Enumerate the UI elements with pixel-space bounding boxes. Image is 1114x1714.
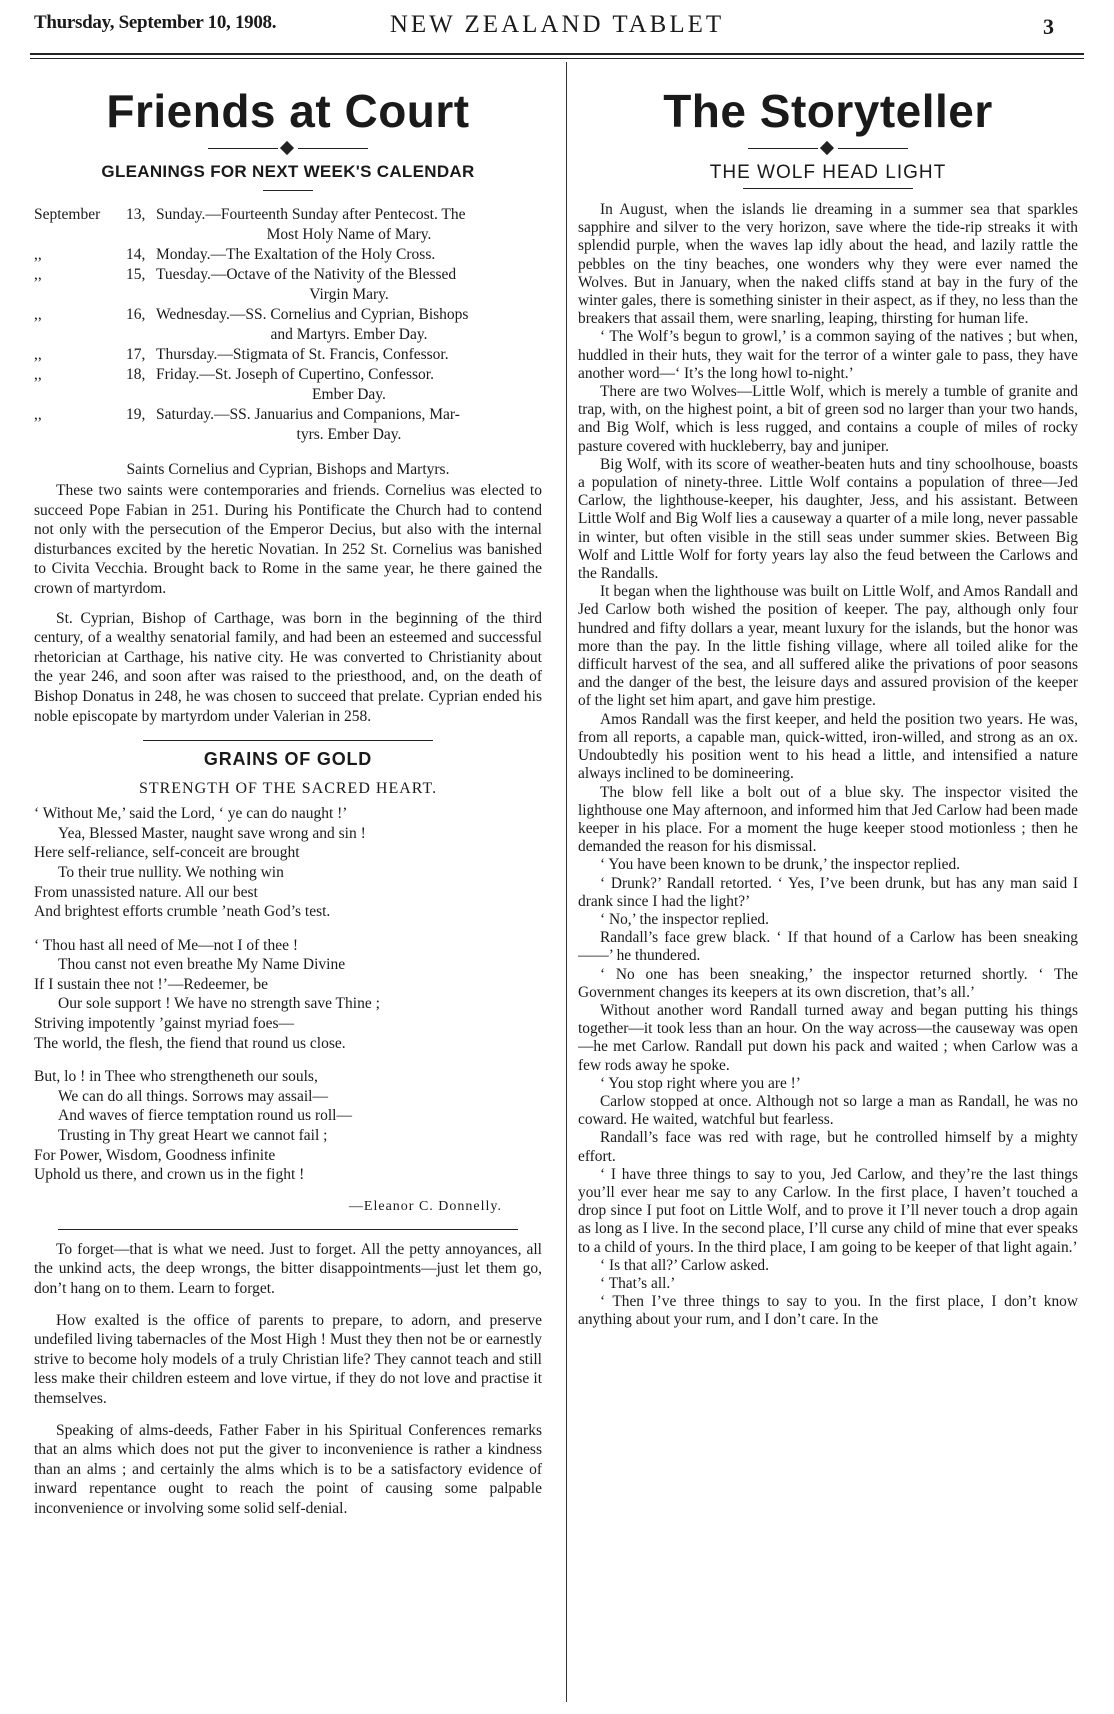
calendar-month: ,, xyxy=(34,406,42,423)
calendar-text-main: Friday.—St. Joseph of Cupertino, Confessor. xyxy=(156,366,434,383)
poem xyxy=(34,804,542,1185)
calendar-month: ,, xyxy=(34,346,42,363)
poem-line: To their true nullity. We nothing win xyxy=(58,863,284,881)
calendar-text xyxy=(152,405,542,445)
poem-stanza xyxy=(34,936,542,1054)
poem-line: Uphold us there, and crown us in the fight ! xyxy=(34,1166,305,1184)
calendar-entry xyxy=(34,205,542,245)
paragraph: ‘ No one has been sneaking,’ the inspector returned shortly. ‘ The Government changes its keepers at its own discretion, that’s all.’ xyxy=(578,965,1078,1001)
ornament-divider xyxy=(748,142,908,156)
ornament-divider xyxy=(208,142,368,156)
section-rule-thin xyxy=(58,1229,518,1230)
paragraph: Speaking of alms-deeds, Father Faber in his Spiritual Conferences remarks that an alms which does not put the giver to inconvenience is rather a kindness than an alms ; and certainly the alms which is to be a satisfactory evidence of inward repentance ought to reach the point of causing some palpable inconvenience or involving some solid self-denial. xyxy=(34,1421,542,1517)
calendar-text xyxy=(152,345,542,365)
saints-title: Saints Cornelius and Cyprian, Bishops and Martyrs. xyxy=(126,461,450,478)
poem-line: And brightest efforts crumble ’neath God’s test. xyxy=(34,903,331,921)
calendar-text-cont: and Martyrs. Ember Day. xyxy=(270,326,428,343)
paragraph: ‘ Then I’ve three things to say to you. In the first place, I don’t know anything about your rum, and I don’t care. In the xyxy=(578,1293,1078,1329)
paragraph: ‘ You have been known to be drunk,’ the inspector replied. xyxy=(600,856,961,874)
calendar-text xyxy=(152,265,542,305)
issue-date: Thursday, September 10, 1908. xyxy=(34,12,277,33)
calendar-text-cont: Most Holy Name of Mary. xyxy=(266,226,432,243)
short-rule xyxy=(263,190,313,191)
calendar-entry xyxy=(34,345,542,365)
poem-title: STRENGTH OF THE SACRED HEART. xyxy=(138,780,438,798)
paragraph: There are two Wolves—Little Wolf, which is merely a tumble of granite and trap, with, on the highest point, a bit of green sod no larger than your two hands, and Big Wolf, which is less rugged, and contains a couple of miles of rocky pasture covered with huckleberry, bay and juniper. xyxy=(578,383,1078,455)
poem-line: And waves of fierce temptation round us roll— xyxy=(58,1107,352,1125)
calendar-entry xyxy=(34,305,542,345)
masthead-rule xyxy=(30,53,1084,55)
calendar-month: ,, xyxy=(34,306,42,323)
section-heading-storyteller: The Storyteller xyxy=(663,85,993,137)
paragraph: St. Cyprian, Bishop of Carthage, was born in the beginning of the third century, of a wealthy senatorial family, and had been an esteemed and successful rhetorician at Carthage, his native city. He was converted to Christianity about the year 246, and soon after was raised to the priesthood, and, on the death of Bishop Donatus in 248, he was chosen to succeed that prelate. Cyprian ended his noble episcopate by martyrdom under Valerian in 258. xyxy=(34,609,542,725)
calendar-text xyxy=(152,205,542,245)
paragraph: In August, when the islands lie dreaming in a summer sea that sparkles sapphire and silver to the very horizon, save where the tide-rip streaks it with splendid purple, when the waves lap idly about the head, and lazily rattle the pebbles on the tiny beaches, one wonders why they were ever named the Wolves. But in January, when the naked cliffs stand at bay in the fury of the winter gales, there is something sinister in their aspect, as if they, no less than the breakers that assail them, were snarling, leaping, thirsting for human life. xyxy=(578,201,1078,328)
calendar-month: ,, xyxy=(34,366,42,383)
grains-article xyxy=(34,1240,542,1519)
calendar-month: September xyxy=(34,206,101,223)
paragraph: ‘ That’s all.’ xyxy=(600,1274,676,1292)
calendar-text-cont: tyrs. Ember Day. xyxy=(296,426,402,443)
paragraph: These two saints were contemporaries and friends. Cornelius was elected to succeed Pope Fabian in 251. During his Pontificate the Church had to contend not only with the persecution of the Emperor Decius, but also with the internal disturbances excited by the heretic Novatian. In 252 St. Cornelius was banished to Civita Vecchia. Brought back to Rome in the same year, he there gained the crown of martyrdom. xyxy=(34,482,542,597)
poem-stanza xyxy=(34,804,542,922)
poem-line: But, lo ! in Thee who strengtheneth our souls, xyxy=(34,1068,318,1086)
poem-line: Thou canst not even breathe My Name Divine xyxy=(58,956,346,974)
calendar-list xyxy=(34,205,542,445)
poem-line: ‘ Thou hast all need of Me—not I of thee ! xyxy=(34,936,298,954)
paragraph: It began when the lighthouse was built on Little Wolf, and Amos Randall and Jed Carlow both wished the position of keeper. The pay, although only four hundred and fifty dollars a year, meant luxury for the islands, but the honor was more than the pay. In the little fishing village, where all toiled alike for the difficult harvest of the sea, and all suffered alike the privations of poor seasons and the danger of the best, the leisure days and assured provision of the keeper of the light set him apart, and gave him prestige. xyxy=(578,583,1078,710)
section-heading-grains-of-gold: GRAINS OF GOLD xyxy=(203,749,373,770)
calendar-day: 18, xyxy=(126,366,146,383)
right-column xyxy=(578,66,1078,1330)
poem-stanza xyxy=(34,1067,542,1185)
calendar-entry xyxy=(34,405,542,445)
poem-line: Yea, Blessed Master, naught save wrong and sin ! xyxy=(58,824,366,842)
poem-line: Trusting in Thy great Heart we cannot fail ; xyxy=(58,1127,328,1145)
calendar-day: 13, xyxy=(126,206,146,223)
section-heading-friends-at-court: Friends at Court xyxy=(106,85,470,137)
calendar-text-main: Tuesday.—Octave of the Nativity of the Blessed xyxy=(156,266,457,283)
calendar-entry xyxy=(34,265,542,305)
poem-line: If I sustain thee not !’—Redeemer, be xyxy=(34,975,268,993)
calendar-day: 17, xyxy=(126,346,146,363)
calendar-text-main: Sunday.—Fourteenth Sunday after Pentecost. The xyxy=(156,206,466,223)
masthead xyxy=(30,6,1084,46)
calendar-day: 19, xyxy=(126,406,146,423)
paragraph: Randall’s face was red with rage, but he controlled himself by a mighty effort. xyxy=(578,1129,1078,1165)
poem-line: Here self-reliance, self-conceit are brought xyxy=(34,844,300,862)
calendar-month: ,, xyxy=(34,266,42,283)
calendar-day: 15, xyxy=(126,266,146,283)
calendar-month: ,, xyxy=(34,246,42,263)
paragraph: Without another word Randall turned away and began putting his things together—it took less than an hour. On the way across—the causeway was open—he met Carlow. Randall put down his pack and waited ; when Carlow was a few rods away he spoke. xyxy=(578,1001,1078,1074)
section-rule xyxy=(143,740,433,741)
calendar-text-cont: Virgin Mary. xyxy=(309,286,389,303)
calendar-text-cont: Ember Day. xyxy=(312,386,386,403)
calendar-text-main: Wednesday.—SS. Cornelius and Cyprian, Bishops xyxy=(156,306,469,323)
column-divider xyxy=(566,62,567,1702)
poem-line: From unassisted nature. All our best xyxy=(34,883,258,901)
paragraph: ‘ Is that all?’ Carlow asked. xyxy=(600,1256,769,1274)
poem-line: The world, the flesh, the fiend that round us close. xyxy=(34,1034,346,1052)
paragraph: How exalted is the office of parents to prepare, to adorn, and preserve undefiled living tabernacles of the Most High ! Must they then not be or earnestly strive to become holy models of a truly Christian life? They cannot teach and still less make their children esteem and love virtue, if they do not love and practise it themselves. xyxy=(34,1311,542,1407)
poem-line: ‘ Without Me,’ said the Lord, ‘ ye can do naught !’ xyxy=(34,805,348,823)
paragraph: The blow fell like a bolt out of a blue sky. The inspector visited the lighthouse one May afternoon, and informed him that Jed Carlow had been made keeper in his place. For a moment the huge keeper stood motionless ; then he demanded the reason for his dismissal. xyxy=(578,783,1078,856)
calendar-entry xyxy=(34,245,542,265)
calendar-text-main: Saturday.—SS. Januarius and Companions, Mar- xyxy=(156,406,460,423)
paragraph: To forget—that is what we need. Just to forget. All the petty annoyances, all the unkind acts, the deep wrongs, the bitter disappointments—just let them go, don’t hang on to them. Learn to forget. xyxy=(34,1240,542,1297)
paragraph: ‘ You stop right where you are !’ xyxy=(600,1074,801,1092)
short-rule xyxy=(743,188,913,189)
calendar-day: 16, xyxy=(126,306,146,323)
poem-line: Our sole support ! We have no strength save Thine ; xyxy=(58,995,380,1013)
page-number: 3 xyxy=(1043,14,1054,39)
story-title: THE WOLF HEAD LIGHT xyxy=(709,162,947,183)
saints-article xyxy=(34,481,542,726)
poem-author: —Eleanor C. Donnelly. xyxy=(348,1198,502,1214)
paragraph: ‘ No,’ the inspector replied. xyxy=(600,910,769,928)
calendar-text-main: Monday.—The Exaltation of the Holy Cross. xyxy=(156,246,436,263)
paragraph: Big Wolf, with its score of weather-beaten huts and tiny schoolhouse, boasts a population of ninety-three. Little Wolf contains a population of three—Jed Carlow, the lighthouse-keeper, his daughter, Jess, and his assistant. Between Little Wolf and Big Wolf lies a causeway a quarter of a mile long, never passable in winter, but often visible in the still seas under summer skies. Between Big Wolf and Little Wolf for forty years lay also the feud between the Carlows and the Randalls. xyxy=(578,455,1078,583)
poem-line: We can do all things. Sorrows may assail— xyxy=(58,1087,328,1105)
paragraph: ‘ I have three things to say to you, Jed Carlow, and they’re the last things you’ll ever hear me say to any Carlow. In the first place, I haven’t touched a drop since I put foot on Little Wolf, and to prove it I’ll never touch a drop again as long as I live. In the second place, I’ll curse any child of mine that ever speaks to a child of yours. In the third place, I am going to be keeper of that light again.’ xyxy=(578,1165,1078,1256)
poem-line: For Power, Wisdom, Goodness infinite xyxy=(34,1146,276,1164)
paragraph: Randall’s face grew black. ‘ If that hound of a Carlow has been sneaking——’ he thundered. xyxy=(578,929,1078,965)
paragraph: ‘ The Wolf’s begun to growl,’ is a common saying of the natives ; but when, huddled in their huts, they wait for the terror of a winter gale to pass, they have another word—‘ It’s the long howl to-night.’ xyxy=(578,328,1078,382)
calendar-text xyxy=(152,305,542,345)
calendar-subheading: GLEANINGS FOR NEXT WEEK'S CALENDAR xyxy=(101,162,475,181)
masthead-rule-thin xyxy=(30,58,1084,59)
left-column xyxy=(34,66,542,1519)
paragraph: Amos Randall was the first keeper, and held the position two years. He was, from all reports, a capable man, quick-witted, iron-willed, and strong as an ox. Undoubtedly his position went to his head a little, and intensified a nature always inclined to be domineering. xyxy=(578,710,1078,783)
paragraph: ‘ Drunk?’ Randall retorted. ‘ Yes, I’ve been drunk, but has any man said I drank since I had the light?’ xyxy=(578,874,1078,910)
newspaper-title: NEW ZEALAND TABLET xyxy=(389,11,725,38)
calendar-text xyxy=(152,245,542,265)
calendar-day: 14, xyxy=(126,246,146,263)
calendar-text xyxy=(152,365,542,405)
story-article xyxy=(578,201,1078,1330)
calendar-entry xyxy=(34,365,542,405)
poem-line: Striving impotently ’gainst myriad foes— xyxy=(34,1015,295,1033)
calendar-text-main: Thursday.—Stigmata of St. Francis, Confessor. xyxy=(156,346,449,363)
paragraph: Carlow stopped at once. Although not so large a man as Randall, he was no coward. He waited, watchful but fearless. xyxy=(578,1092,1078,1129)
